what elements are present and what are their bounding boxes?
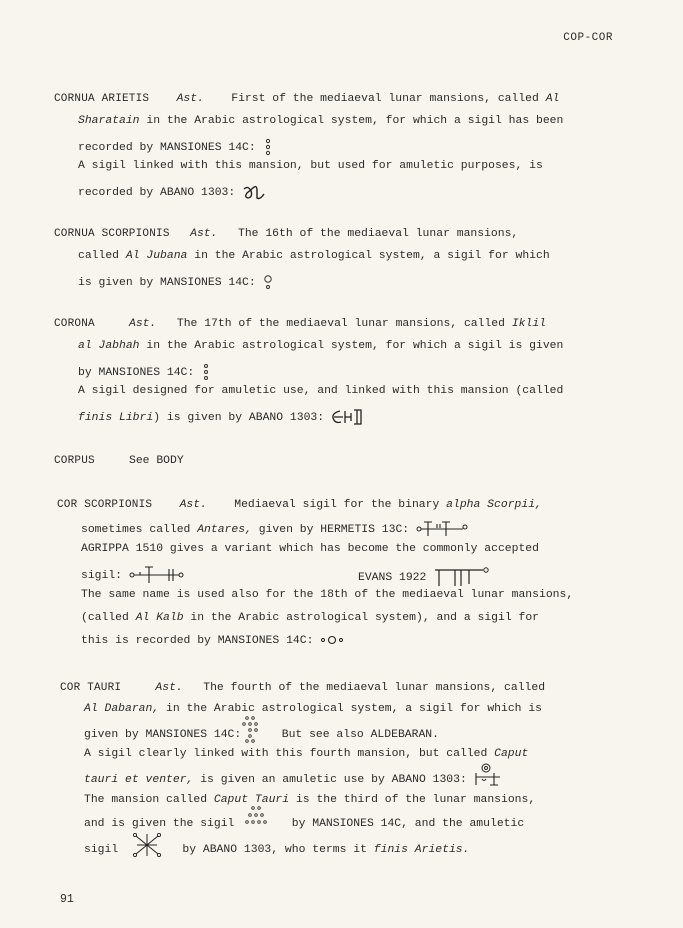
text: A sigil linked with this mansion, but used for amuletic purposes, is bbox=[78, 160, 543, 172]
text-italic: alpha Scorpii, bbox=[446, 499, 542, 511]
entry-line bbox=[84, 816, 524, 830]
text: The fourth of the mediaeval lunar mansions, called bbox=[203, 682, 546, 694]
entry-line bbox=[81, 543, 539, 555]
entry-first-line bbox=[54, 455, 184, 467]
entry-line bbox=[81, 566, 185, 584]
entry-first-line bbox=[54, 228, 518, 240]
entry-line bbox=[84, 726, 439, 742]
text-italic: Caput bbox=[494, 748, 529, 760]
sigil-caput-tauri-icon bbox=[474, 763, 504, 787]
headword: CORONA bbox=[54, 318, 95, 330]
text-italic: Caput Tauri bbox=[213, 794, 290, 806]
abbrev: Ast. bbox=[190, 228, 218, 240]
sigil-three-dots-icon bbox=[201, 363, 211, 381]
text: A sigil designed for amuletic use, and linked with this mansion (called bbox=[78, 385, 564, 397]
text: by MANSIONES 14C, and the amuletic bbox=[291, 818, 525, 831]
text-italic: finis Arietis. bbox=[373, 844, 470, 857]
text: in the Arabic astrological system, for which a sigil is given bbox=[146, 340, 564, 352]
text: A sigil clearly linked with this fourth mansion, but called bbox=[84, 748, 488, 760]
entry-line bbox=[78, 273, 273, 291]
entry-line bbox=[78, 115, 563, 127]
text-italic: Iklil bbox=[511, 318, 546, 330]
text: sigil bbox=[84, 844, 119, 857]
sigil-crown-icon bbox=[331, 408, 365, 426]
headword: CORPUS bbox=[54, 455, 95, 467]
entry-first-line bbox=[57, 499, 542, 511]
entry-first-line bbox=[54, 318, 546, 330]
text-italic: Al bbox=[545, 93, 560, 105]
entry-line bbox=[78, 138, 273, 156]
text: recorded by ABANO 1303: bbox=[78, 187, 236, 200]
text-italic: Al Jubana bbox=[125, 250, 188, 262]
text: The same name is used also for the 18th of the mediaeval lunar mansions, bbox=[81, 589, 574, 601]
headword: COR SCORPIONIS bbox=[57, 499, 153, 511]
text: by ABANO 1303, who terms it bbox=[182, 844, 367, 857]
entry-line bbox=[81, 520, 468, 538]
entry-line bbox=[84, 748, 528, 760]
text: recorded by MANSIONES 14C: bbox=[78, 142, 256, 155]
entry-first-line bbox=[60, 682, 545, 694]
abbrev: Ast. bbox=[129, 318, 157, 330]
text: is given an amuletic use by ABANO 1303: bbox=[200, 774, 467, 787]
text: The 17th of the mediaeval lunar mansions, called bbox=[176, 318, 505, 330]
text: Mediaeval sigil for the binary bbox=[234, 499, 440, 511]
entry-line bbox=[84, 794, 535, 806]
text: (called bbox=[81, 612, 129, 624]
text-italic: Antares, bbox=[197, 524, 252, 537]
text-italic: Sharatain bbox=[78, 115, 140, 127]
entry-line bbox=[81, 589, 573, 601]
entry-line bbox=[84, 703, 542, 715]
sigil-heart-icon bbox=[320, 634, 344, 646]
text-italic: Al Dabaran, bbox=[84, 703, 160, 715]
text: sigil: bbox=[81, 570, 123, 583]
headword: CORNUA SCORPIONIS bbox=[54, 228, 170, 240]
entry-line bbox=[84, 771, 504, 787]
text: called bbox=[78, 250, 120, 262]
text: is given by MANSIONES 14C: bbox=[78, 277, 256, 290]
page-number: 91 bbox=[60, 893, 74, 906]
abbrev: Ast. bbox=[176, 93, 204, 105]
entry-line bbox=[78, 385, 563, 397]
entry-line bbox=[81, 612, 539, 624]
text: But see also ALDEBARAN. bbox=[281, 729, 439, 742]
sigil-evans-icon bbox=[433, 566, 491, 588]
abbrev: Ast. bbox=[155, 682, 183, 694]
entry-line bbox=[78, 363, 211, 381]
text: AGRIPPA 1510 gives a variant which has become the commonly accepted bbox=[81, 543, 539, 555]
entry-line bbox=[78, 183, 268, 201]
abbrev: Ast. bbox=[179, 499, 207, 511]
headword: COR TAURI bbox=[60, 682, 122, 694]
text: in the Arabic astrological system, for which a sigil has been bbox=[146, 115, 564, 127]
sigil-three-dots-icon bbox=[263, 138, 273, 156]
text-italic: Al Kalb bbox=[135, 612, 184, 624]
running-head: COP-COR bbox=[563, 32, 613, 44]
sigil-dot-triangle-icon bbox=[241, 806, 271, 830]
sigil-star-icon bbox=[132, 832, 162, 858]
sigil-agrippa-variant-icon bbox=[129, 566, 185, 584]
entry-first-line bbox=[54, 93, 559, 105]
text: and is given the sigil bbox=[84, 818, 235, 831]
text: sometimes called bbox=[81, 524, 191, 537]
text: is the third of the lunar mansions, bbox=[295, 794, 536, 806]
text-italic: finis Libri bbox=[78, 412, 154, 425]
text: this is recorded by MANSIONES 14C: bbox=[81, 635, 314, 648]
text: given by MANSIONES 14C: bbox=[84, 729, 242, 742]
text: by MANSIONES 14C: bbox=[78, 367, 195, 380]
text: The mansion called bbox=[84, 794, 208, 806]
text: in the Arabic astrological system, a sigil for which is bbox=[166, 703, 542, 715]
text: The 16th of the mediaeval lunar mansions, bbox=[238, 228, 519, 240]
headword: CORNUA ARIETIS bbox=[54, 93, 150, 105]
entry-line bbox=[84, 840, 469, 858]
entry-line bbox=[358, 566, 491, 588]
text: ) is given by ABANO 1303: bbox=[153, 412, 325, 425]
sigil-antares-icon bbox=[416, 520, 468, 538]
text-italic: tauri et venter, bbox=[84, 774, 194, 787]
entry-line bbox=[78, 340, 563, 352]
text: First of the mediaeval lunar mansions, called bbox=[231, 93, 539, 105]
entry-line bbox=[78, 250, 550, 262]
text: EVANS 1922 bbox=[358, 572, 427, 585]
cross-reference: See BODY bbox=[129, 455, 184, 467]
sigil-horns-icon bbox=[242, 183, 268, 201]
text: given by HERMETIS 13C: bbox=[258, 524, 410, 537]
text: in the Arabic astrological system, a sigil for which bbox=[194, 250, 550, 262]
sigil-ring-icon bbox=[263, 273, 273, 291]
text-italic: al Jabhah bbox=[78, 340, 140, 352]
entry-line bbox=[81, 634, 344, 647]
entry-line bbox=[78, 408, 365, 426]
entry-line bbox=[78, 160, 543, 172]
sigil-dot-cluster-icon bbox=[241, 716, 261, 742]
text: in the Arabic astrological system), and a sigil for bbox=[190, 612, 540, 624]
